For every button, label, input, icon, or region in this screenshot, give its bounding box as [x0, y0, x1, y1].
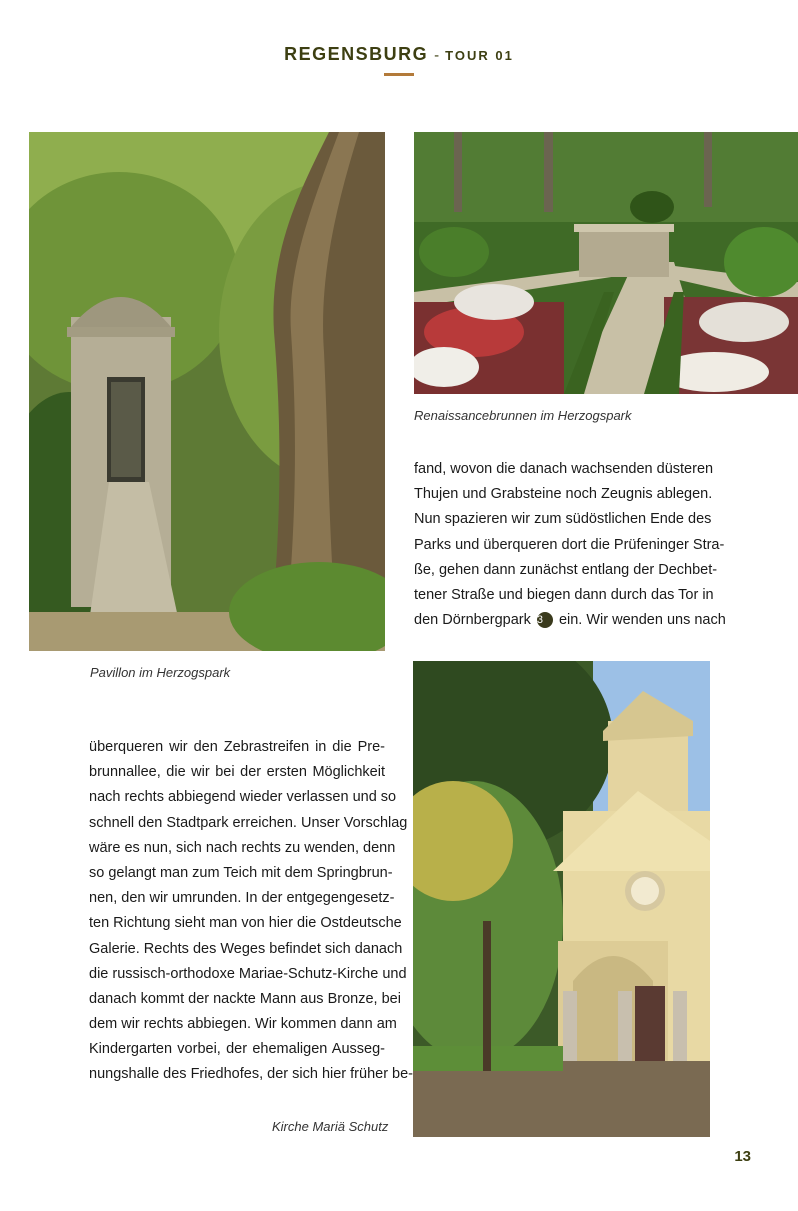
text-line: danach kommt der nackte Mann aus Bronze, bei: [89, 990, 401, 1007]
photo-pavilion: [29, 132, 385, 651]
text-fragment: den Dörnbergpark: [414, 612, 531, 629]
text-line: nungshalle des Friedhofes, der sich hier früher be-: [89, 1066, 414, 1083]
text-fragment: ein. Wir wenden uns nach: [558, 612, 726, 629]
page-number: 13: [734, 1148, 751, 1165]
caption-church: Kirche Mariä Schutz: [272, 1119, 389, 1134]
header-rule: [384, 73, 414, 76]
body-text-left: [89, 735, 414, 1088]
text-line: brunnallee, die wir bei der ersten Möglichkeit: [89, 764, 385, 781]
text-line: schnell den Stadtpark erreichen. Unser Vorschlag: [89, 814, 408, 831]
text-line: dem wir rechts abbiegen. Wir kommen dann am: [89, 1016, 397, 1033]
photo-church: [413, 661, 710, 1137]
header-separator: -: [434, 47, 440, 64]
body-text-right: [414, 457, 726, 633]
text-line: wäre es nun, sich nach rechts zu wenden, denn: [89, 839, 396, 856]
text-line: überqueren wir den Zebrastreifen in die Pre-: [89, 739, 385, 755]
route-marker-badge: 3: [537, 612, 553, 628]
text-line: tener Straße und biegen dann durch das Tor in: [414, 586, 714, 603]
caption-fountain: Renaissancebrunnen im Herzogspark: [414, 408, 632, 423]
photo-fountain: [414, 132, 798, 394]
header-tour: TOUR 01: [445, 48, 514, 63]
text-line: fand, wovon die danach wachsenden düsteren: [414, 461, 714, 477]
text-line: Galerie. Rechts des Weges befindet sich danach: [89, 940, 403, 957]
text-line: Nun spazieren wir zum südöstlichen Ende des: [414, 511, 712, 528]
running-header: [0, 44, 798, 65]
text-line: Kindergarten vorbei, der ehemaligen Ausseg-: [89, 1041, 385, 1058]
text-line: nen, den wir umrunden. In der entgegengesetz-: [89, 890, 395, 907]
text-line: nach rechts abbiegend wieder verlassen und so: [89, 789, 397, 806]
text-line: die russisch-orthodoxe Mariae-Schutz-Kirche und: [89, 965, 407, 982]
text-line: ten Richtung sieht man von hier die Ostdeutsche: [89, 915, 402, 932]
caption-pavilion: Pavillon im Herzogspark: [90, 665, 231, 680]
text-line: so gelangt man zum Teich mit dem Springbrun-: [89, 864, 393, 881]
text-line: ße, gehen dann zunächst entlang der Dechbet-: [414, 561, 718, 578]
text-line-with-marker: [414, 608, 726, 633]
text-line: Parks und überqueren dort die Prüfeninger Stra-: [414, 536, 725, 553]
text-line: Thujen und Grabsteine noch Zeugnis ablegen.: [414, 486, 713, 503]
header-city: REGENSBURG: [284, 44, 429, 64]
